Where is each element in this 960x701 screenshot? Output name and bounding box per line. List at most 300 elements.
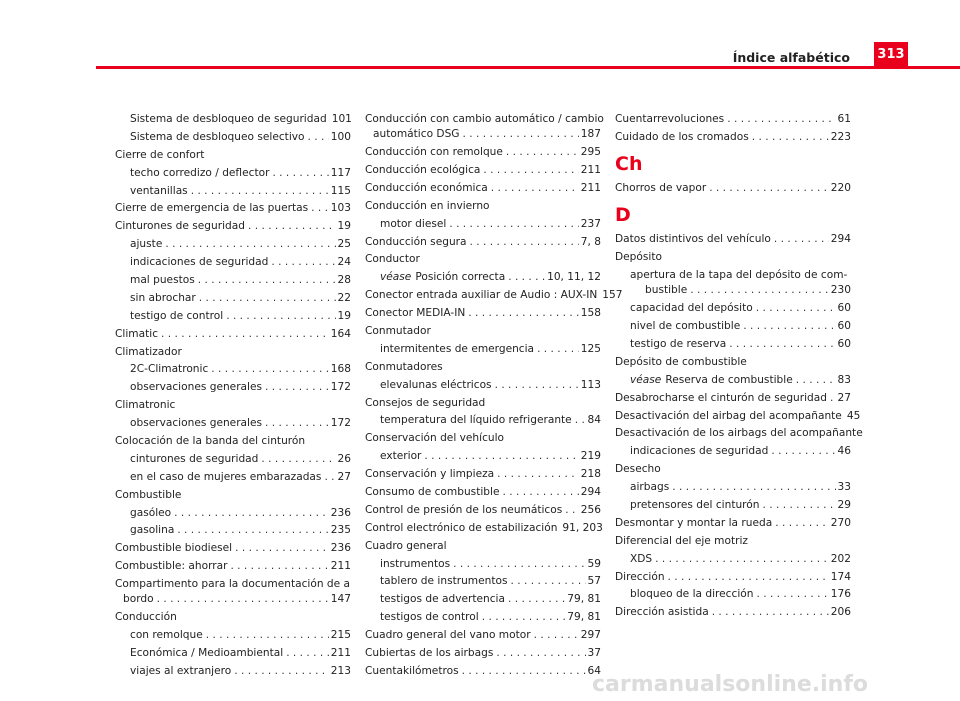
dot-leader (575, 413, 586, 428)
dot-leader (226, 309, 335, 324)
dot-leader (491, 181, 579, 196)
entry-page: 113 (580, 378, 601, 391)
entry-term: Climatic (115, 327, 159, 340)
entry-page: 237 (580, 217, 601, 230)
dot-leader (261, 452, 335, 467)
entry-term: Chorros de vapor (615, 182, 707, 195)
entry-page: 103 (330, 202, 351, 215)
entry-page: 206 (830, 606, 851, 619)
entry-term: Cubiertas de los airbags (365, 647, 494, 660)
entry-page: 37 (587, 647, 601, 660)
entry-page: 202 (830, 552, 851, 565)
entry-page: 187 (580, 128, 601, 141)
index-column-1 (115, 112, 351, 682)
index-heading: Climatronic (115, 399, 176, 412)
index-entry (115, 237, 351, 252)
dot-leader (796, 373, 836, 388)
dot-leader (511, 574, 586, 589)
dot-leader (672, 480, 835, 495)
index-entry (115, 628, 351, 643)
entry-page: 59 (587, 557, 601, 570)
index-entry (365, 467, 601, 482)
entry-term: Datos distintivos del vehículo (615, 233, 771, 246)
index-heading: Conducción en invierno (365, 199, 490, 212)
entry-page: 230 (830, 284, 851, 297)
index-entry (365, 574, 601, 589)
dot-leader (468, 306, 578, 321)
entry-term-continuation: bordo (123, 593, 154, 606)
dot-leader (470, 235, 579, 250)
entry-page: 27 (837, 391, 851, 404)
entry-page: 235 (330, 524, 351, 537)
entry-page: 26 (337, 452, 351, 465)
index-entry (365, 112, 604, 142)
entry-page: 211 (580, 163, 601, 176)
entry-page: 115 (330, 184, 351, 197)
entry-term: Sistema de desbloqueo de seguridad (130, 113, 327, 125)
entry-page: 218 (580, 468, 601, 481)
index-entry (615, 587, 851, 602)
dot-leader (482, 610, 566, 625)
header-rule (96, 66, 960, 69)
index-entry (115, 577, 351, 607)
index-heading: Cierre de confort (115, 148, 205, 161)
entry-term: Conservación y limpieza (365, 468, 495, 481)
entry-page: 213 (330, 664, 351, 677)
entry-term: indicaciones de seguridad (630, 445, 769, 458)
entry-page: 24 (337, 256, 351, 269)
entry-page: 270 (830, 516, 851, 529)
entry-term: 2C-Climatronic (130, 363, 209, 376)
entry-term: observaciones generales (130, 417, 263, 430)
dot-leader (248, 219, 336, 234)
entry-page: 83 (837, 373, 851, 386)
dot-leader (174, 506, 329, 521)
dot-leader (198, 273, 336, 288)
entry-page: 100 (330, 130, 351, 143)
index-heading: Conmutadores (365, 360, 443, 373)
index-entry (615, 232, 851, 247)
entry-page: 29 (837, 498, 851, 511)
dot-leader (537, 342, 579, 357)
entry-term: instrumentos (380, 557, 451, 570)
entry-page: 7, 8 (580, 235, 601, 248)
watermark-text: carmanualsonline.info (592, 672, 868, 697)
index-entry (365, 521, 601, 536)
index-entry (365, 288, 623, 303)
entry-term: Posición correcta (415, 271, 506, 284)
entry-page: 236 (330, 542, 351, 555)
dot-leader (265, 380, 329, 395)
index-entry (365, 413, 601, 428)
section-letter: D (615, 204, 631, 227)
index-entry (615, 552, 851, 567)
index-entry (115, 201, 351, 216)
entry-page: 22 (337, 291, 351, 304)
dot-leader (763, 498, 836, 513)
dot-leader (756, 301, 836, 316)
dot-leader (462, 664, 586, 679)
dot-leader (449, 217, 578, 232)
index-entry (615, 516, 851, 531)
entry-term: Conducción con remolque (365, 146, 503, 159)
index-entry (365, 306, 601, 321)
index-entry (365, 181, 601, 196)
entry-page: 295 (580, 146, 601, 159)
dot-leader (272, 166, 328, 181)
entry-term: testigos de advertencia (380, 593, 505, 606)
index-heading: Colocación de la banda del cinturón (115, 435, 306, 448)
index-entry (115, 130, 351, 145)
dot-leader (271, 255, 335, 270)
index-entry (365, 503, 601, 518)
entry-term: techo corredizo / deflector (130, 166, 270, 179)
entry-term: ajuste (130, 238, 163, 251)
entry-row (115, 592, 351, 607)
dot-leader (830, 391, 836, 406)
index-entry (615, 301, 851, 316)
entry-term: tablero de instrumentos (380, 575, 508, 588)
index-heading: Conductor (365, 253, 420, 266)
index-entry (365, 485, 601, 500)
entry-page: 117 (330, 166, 351, 179)
index-entry (115, 523, 351, 538)
index-entry (365, 664, 601, 679)
index-entry (615, 480, 851, 495)
entry-term: Conducción con cambio automático / cambio (365, 113, 604, 125)
index-entry (615, 605, 851, 620)
entry-page: 174 (830, 570, 851, 583)
index-entry (365, 342, 601, 357)
index-entry (615, 319, 851, 334)
entry-page: 45 (846, 409, 861, 422)
entry-page: 79, 81 (567, 611, 601, 624)
entry-term: ventanillas (130, 184, 188, 197)
entry-term: Desabrocharse el cinturón de seguridad (615, 391, 827, 404)
dot-leader (502, 485, 578, 500)
entry-term: bloqueo de la dirección (630, 588, 754, 601)
dot-leader (311, 201, 329, 216)
entry-term: Cierre de emergencia de las puertas (115, 202, 309, 215)
entry-page: 172 (330, 381, 351, 394)
entry-term: gasolina (130, 524, 175, 537)
entry-page: 236 (330, 506, 351, 519)
dot-leader (756, 587, 828, 602)
index-entry (365, 163, 601, 178)
index-entry (615, 337, 851, 352)
index-heading: Combustible (115, 488, 182, 501)
entry-term: Desmontar y montar la rueda (615, 516, 773, 529)
index-entry (615, 268, 851, 298)
page-title: Índice alfabético (732, 50, 850, 65)
dot-leader (534, 628, 579, 643)
index-entry (115, 646, 351, 661)
entry-term: observaciones generales (130, 381, 263, 394)
entry-term: Reserva de combustible (665, 373, 793, 386)
dot-leader (308, 130, 329, 145)
entry-page: 220 (830, 182, 851, 195)
entry-term: Cuentarrevoluciones (615, 113, 725, 125)
dot-leader (496, 646, 585, 661)
index-entry (115, 309, 351, 324)
entry-page: 84 (587, 414, 601, 427)
entry-page: 211 (330, 647, 351, 660)
entry-term: Sistema de desbloqueo selectivo (130, 130, 305, 143)
index-heading: Depósito de combustible (615, 355, 747, 368)
entry-page: 297 (580, 629, 601, 642)
entry-page: 294 (580, 486, 601, 499)
entry-page: 28 (337, 274, 351, 287)
entry-page: 25 (337, 238, 351, 251)
dot-leader (191, 184, 329, 199)
dot-leader (771, 444, 835, 459)
index-heading: Climatizador (115, 345, 182, 358)
entry-term: Conector MEDIA-IN (365, 307, 466, 320)
entry-term: Combustible: ahorrar (115, 560, 228, 573)
index-entry (115, 559, 351, 574)
index-entry (115, 416, 351, 431)
entry-term: Conducción económica (365, 181, 488, 194)
index-entry (115, 273, 351, 288)
entry-term: testigos de control (380, 611, 479, 624)
index-entry (365, 270, 601, 285)
entry-page: 294 (830, 233, 851, 246)
index-entry (115, 184, 351, 199)
entry-page: 211 (580, 181, 601, 194)
entry-page: 60 (837, 320, 851, 333)
index-column-2 (365, 112, 623, 682)
entry-term: Cuentakilómetros (365, 664, 459, 677)
index-heading: Conducción (115, 611, 177, 624)
entry-page: 172 (330, 417, 351, 430)
index-heading: Desactivación de los airbags del acompañante (615, 427, 863, 440)
index-entry (615, 112, 851, 127)
entry-term: pretensores del cinturón (630, 498, 760, 511)
dot-leader (165, 237, 335, 252)
entry-term: nivel de combustible (630, 320, 741, 333)
entry-page: 219 (580, 450, 601, 463)
dot-leader (453, 557, 585, 572)
dot-leader (230, 559, 328, 574)
see-reference: véase (380, 271, 412, 284)
dot-leader (565, 503, 579, 518)
entry-page: 164 (330, 327, 351, 340)
entry-term: Combustible biodiesel (115, 542, 233, 555)
dot-leader (235, 541, 329, 556)
entry-page: 256 (580, 503, 601, 516)
dot-leader (324, 470, 335, 485)
entry-page: 125 (580, 342, 601, 355)
entry-page: 19 (337, 220, 351, 233)
dot-leader (286, 646, 329, 661)
index-column-3 (615, 112, 863, 623)
entry-term: intermitentes de emergencia (380, 342, 535, 355)
entry-page: 91, 203 (562, 521, 603, 534)
entry-page: 79, 81 (567, 593, 601, 606)
dot-leader (743, 319, 835, 334)
entry-term: cinturones de seguridad (130, 452, 259, 465)
dot-leader (199, 291, 336, 306)
index-entry (365, 378, 601, 393)
index-heading: Diferencial del eje motriz (615, 534, 748, 547)
index-entry (115, 219, 351, 234)
entry-term: Compartimento para la documentación de a (115, 578, 351, 591)
index-entry (615, 444, 851, 459)
index-entry (115, 380, 351, 395)
entry-page: 33 (837, 481, 851, 494)
index-entry (115, 112, 351, 127)
entry-term: con remolque (130, 629, 203, 642)
entry-term: exterior (380, 450, 422, 463)
index-entry (365, 235, 601, 250)
dot-leader (211, 362, 328, 377)
index-entry (615, 130, 851, 145)
dot-leader (690, 283, 829, 298)
entry-term: Control de presión de los neumáticos (365, 503, 563, 516)
dot-leader (506, 145, 579, 160)
entry-term: viajes al extranjero (130, 664, 232, 677)
entry-page: 176 (830, 588, 851, 601)
dot-leader (424, 449, 578, 464)
dot-leader (206, 628, 329, 643)
entry-term: Conducción segura (365, 235, 467, 248)
dot-leader (775, 516, 829, 531)
index-entry (115, 470, 351, 485)
index-entry (115, 255, 351, 270)
entry-term: elevalunas eléctricos (380, 378, 492, 391)
index-entry (615, 181, 851, 196)
index-heading: Depósito (615, 251, 662, 264)
entry-term: Dirección (615, 570, 665, 583)
entry-page: 215 (330, 629, 351, 642)
index-entry (365, 628, 601, 643)
entry-term: sin abrochar (130, 291, 196, 304)
index-entry (365, 217, 601, 232)
index-entry (115, 166, 351, 181)
entry-page: 211 (330, 560, 351, 573)
dot-leader (265, 416, 329, 431)
dot-leader (234, 664, 329, 679)
entry-term: testigo de control (130, 309, 224, 322)
index-entry (115, 327, 351, 342)
dot-leader (712, 605, 829, 620)
entry-term: Dirección asistida (615, 606, 709, 619)
entry-term: mal puestos (130, 274, 195, 287)
entry-page: 27 (337, 470, 351, 483)
entry-term: Desactivación del airbag del acompañante (615, 409, 842, 422)
index-heading: Consejos de seguridad (365, 396, 486, 409)
page-number: 313 (874, 42, 908, 66)
index-entry (365, 646, 601, 661)
entry-term: Control electrónico de estabilización (365, 521, 558, 534)
entry-term: Económica / Medioambiental (130, 647, 284, 660)
entry-term: gasóleo (130, 506, 172, 519)
entry-term: motor diesel (380, 217, 447, 230)
dot-leader (774, 232, 829, 247)
see-reference: véase (630, 373, 662, 386)
index-entry (615, 391, 851, 406)
entry-term: indicaciones de seguridad (130, 256, 269, 269)
dot-leader (157, 592, 329, 607)
index-entry (115, 506, 351, 521)
entry-row (615, 283, 851, 298)
dot-leader (497, 467, 579, 482)
dot-leader (709, 181, 829, 196)
dot-leader (655, 552, 829, 567)
entry-page: 61 (837, 113, 851, 125)
dot-leader (752, 130, 829, 145)
dot-leader (495, 378, 579, 393)
index-entry (615, 373, 851, 388)
index-entry (115, 362, 351, 377)
entry-term: Consumo de combustible (365, 486, 500, 499)
entry-term: Conducción ecológica (365, 163, 481, 176)
entry-page: 64 (587, 664, 601, 677)
dot-leader (729, 337, 835, 352)
entry-term: testigo de reserva (630, 337, 727, 350)
index-entry (115, 452, 351, 467)
entry-term: capacidad del depósito (630, 302, 753, 315)
dot-leader (508, 592, 565, 607)
dot-leader (668, 570, 829, 585)
index-entry (115, 541, 351, 556)
dot-leader (508, 270, 545, 285)
dot-leader (727, 112, 835, 127)
entry-term-continuation: bustible (645, 284, 688, 297)
index-heading: Conmutador (365, 325, 431, 337)
entry-term: Cinturones de seguridad (115, 220, 245, 233)
entry-row (365, 127, 601, 142)
index-entry (365, 592, 601, 607)
entry-page: 46 (837, 445, 851, 458)
entry-page: 60 (837, 337, 851, 350)
entry-page: 147 (330, 593, 351, 606)
entry-term: en el caso de mujeres embarazadas (130, 470, 322, 483)
index-heading: Desecho (615, 463, 661, 476)
entry-term: XDS (630, 552, 653, 565)
index-entry (365, 145, 601, 160)
section-letter: Ch (615, 153, 643, 176)
index-entry (115, 291, 351, 306)
dot-leader (161, 327, 329, 342)
entry-page: 60 (837, 302, 851, 315)
entry-page: 223 (830, 130, 851, 143)
entry-term: apertura de la tapa del depósito de com- (630, 269, 848, 282)
dot-leader (463, 127, 579, 142)
index-entry (365, 610, 601, 625)
index-entry (615, 570, 851, 585)
entry-page: 10, 11, 12 (547, 271, 601, 284)
entry-term: Cuadro general del vano motor (365, 629, 531, 642)
index-heading: Conservación del vehículo (365, 432, 505, 445)
entry-page: 57 (587, 575, 601, 588)
entry-term: temperatura del líquido refrigerante (380, 414, 572, 427)
entry-term: airbags (630, 481, 670, 494)
entry-page: 158 (580, 307, 601, 320)
index-heading: Cuadro general (365, 539, 447, 552)
entry-page: 101 (331, 113, 352, 125)
entry-page: 157 (602, 289, 623, 302)
dot-leader (177, 523, 328, 538)
entry-term-continuation: automático DSG (373, 128, 460, 141)
entry-page: 168 (330, 363, 351, 376)
index-entry (615, 498, 851, 513)
entry-page: 19 (337, 309, 351, 322)
index-entry (365, 449, 601, 464)
entry-term: Conector entrada auxiliar de Audio : AUX-IN (365, 289, 598, 302)
index-entry (115, 664, 351, 679)
dot-leader (483, 163, 578, 178)
